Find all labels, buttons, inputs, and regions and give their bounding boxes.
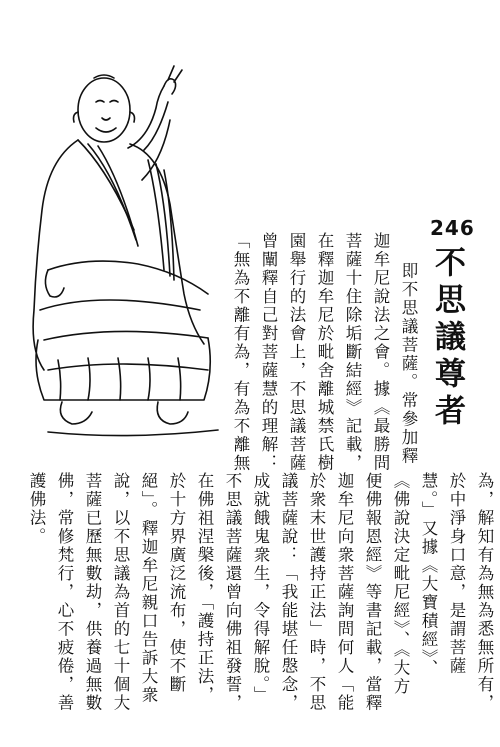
text-column: 說，以不思議為首的七十個大	[111, 472, 130, 713]
arhat-name-title: 不思議尊者	[429, 246, 465, 431]
text-column: 在釋迦牟尼於毗舍離城禁氏樹	[315, 232, 334, 473]
text-column: 為，解知有為無為悉無所有，	[475, 472, 494, 713]
text-column: 於中淨身口意，是謂菩薩	[447, 472, 466, 676]
text-column: 絕」。釋迦牟尼親口告訴大衆	[139, 472, 158, 705]
text-column: 「無為不離有為，有為不離無	[231, 232, 250, 473]
entry-number: 246	[430, 216, 475, 240]
text-column: 議菩薩說：「我能堪任慇念，	[279, 472, 298, 713]
text-column: 護佛法。	[27, 472, 46, 546]
text-column: 慧。」又據《大寶積經》、	[419, 472, 438, 678]
text-column: 便佛報恩經》等書記載，當釋	[363, 472, 382, 713]
text-column: 迦牟尼向衆菩薩詢問何人「能	[335, 472, 354, 713]
text-column: 菩薩已歷無數劫，供養過無數	[83, 472, 102, 713]
text-column: 菩薩十住除垢斷結經》記載，	[343, 232, 362, 473]
text-column: 曾闡釋自己對菩薩慧的理解：	[259, 232, 278, 473]
arhat-illustration	[18, 40, 238, 460]
text-column: 《佛說決定毗尼經》、《大方	[391, 472, 410, 696]
text-column: 迦牟尼說法之會。據《最勝問	[371, 232, 390, 473]
text-column: 於十方界廣泛流布，使不斷	[167, 472, 186, 694]
text-column: 即不思議菩薩。常參加釋	[399, 262, 418, 466]
text-column: 在佛祖涅槃後，「護持正法，	[195, 472, 214, 705]
text-column: 成就餓鬼衆生，令得解脫。」	[251, 472, 270, 705]
text-column: 佛，常修梵行，心不疲倦，善	[55, 472, 74, 713]
text-column: 不思議菩薩還曾向佛祖發誓，	[223, 472, 242, 713]
text-column: 於衆末世護持正法」時，不思	[307, 472, 326, 713]
text-column: 園舉行的法會上，不思議菩薩	[287, 232, 306, 473]
